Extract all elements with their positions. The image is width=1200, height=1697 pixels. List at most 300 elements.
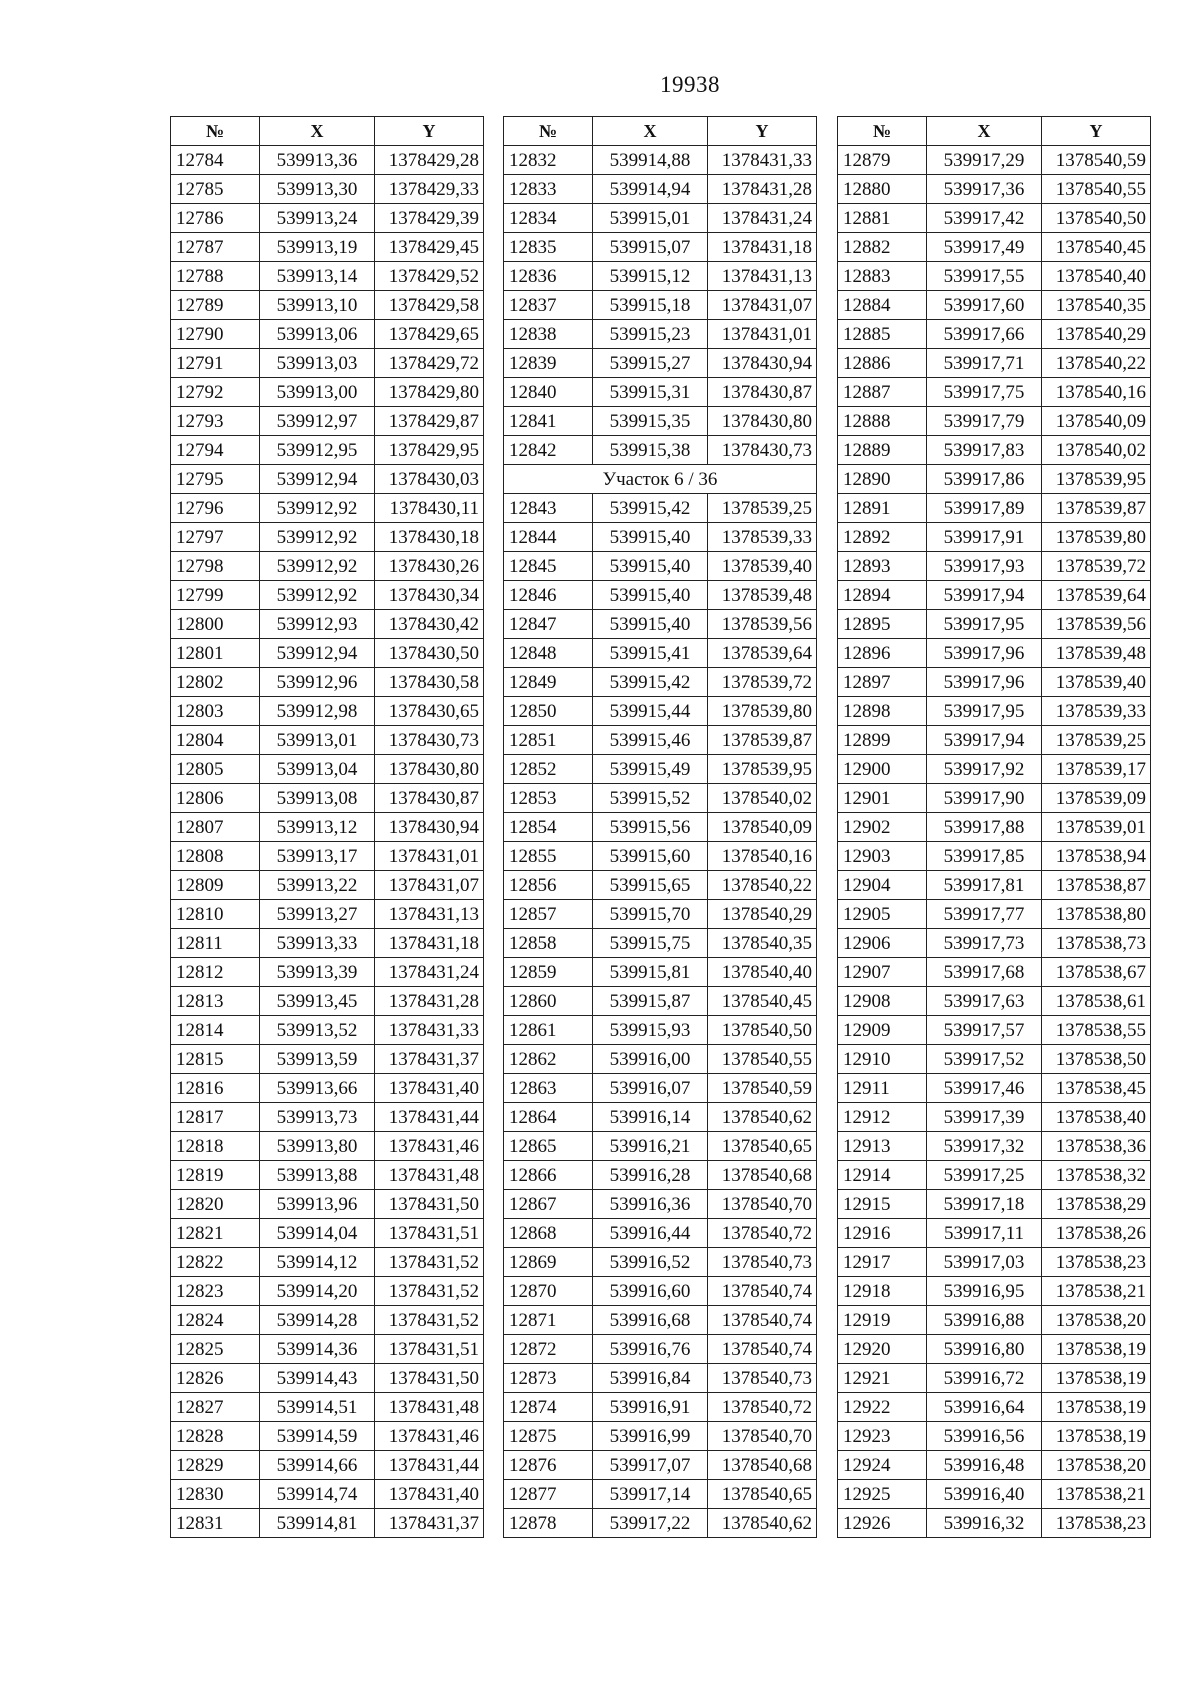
- table-row: [838, 1248, 1151, 1277]
- header-y: Y: [1042, 117, 1151, 146]
- table-row: [838, 581, 1151, 610]
- x-coordinate: 539915,18: [593, 291, 708, 320]
- y-coordinate: 1378540,55: [708, 1045, 817, 1074]
- section-row: [504, 465, 817, 494]
- point-number: 12813: [171, 987, 260, 1016]
- y-coordinate: 1378540,29: [708, 900, 817, 929]
- x-coordinate: 539916,21: [593, 1132, 708, 1161]
- point-number: 12897: [838, 668, 927, 697]
- point-number: 12803: [171, 697, 260, 726]
- y-coordinate: 1378431,28: [708, 175, 817, 204]
- y-coordinate: 1378431,51: [375, 1219, 484, 1248]
- point-number: 12799: [171, 581, 260, 610]
- point-number: 12844: [504, 523, 593, 552]
- table-row: [504, 581, 817, 610]
- point-number: 12826: [171, 1364, 260, 1393]
- y-coordinate: 1378539,33: [708, 523, 817, 552]
- table-row: [171, 1045, 484, 1074]
- point-number: 12797: [171, 523, 260, 552]
- x-coordinate: 539913,06: [260, 320, 375, 349]
- table-row: [504, 755, 817, 784]
- x-coordinate: 539915,87: [593, 987, 708, 1016]
- y-coordinate: 1378539,64: [708, 639, 817, 668]
- y-coordinate: 1378430,11: [375, 494, 484, 523]
- x-coordinate: 539914,59: [260, 1422, 375, 1451]
- y-coordinate: 1378540,16: [1042, 378, 1151, 407]
- table-row: [504, 813, 817, 842]
- table-row: [838, 697, 1151, 726]
- table-row: [504, 1016, 817, 1045]
- y-coordinate: 1378538,19: [1042, 1422, 1151, 1451]
- point-number: 12832: [504, 146, 593, 175]
- point-number: 12921: [838, 1364, 927, 1393]
- table-row: [171, 958, 484, 987]
- point-number: 12907: [838, 958, 927, 987]
- table-row: [504, 1480, 817, 1509]
- x-coordinate: 539913,24: [260, 204, 375, 233]
- point-number: 12840: [504, 378, 593, 407]
- point-number: 12906: [838, 929, 927, 958]
- x-coordinate: 539917,79: [927, 407, 1042, 436]
- table-row: [504, 1103, 817, 1132]
- point-number: 12831: [171, 1509, 260, 1538]
- x-coordinate: 539913,66: [260, 1074, 375, 1103]
- table-row: [504, 987, 817, 1016]
- y-coordinate: 1378539,48: [708, 581, 817, 610]
- y-coordinate: 1378539,72: [1042, 552, 1151, 581]
- table-row: [504, 1451, 817, 1480]
- table-row: [504, 233, 817, 262]
- y-coordinate: 1378540,50: [1042, 204, 1151, 233]
- y-coordinate: 1378539,25: [708, 494, 817, 523]
- x-coordinate: 539913,01: [260, 726, 375, 755]
- x-coordinate: 539917,73: [927, 929, 1042, 958]
- table-row: [171, 320, 484, 349]
- table-row: [838, 523, 1151, 552]
- x-coordinate: 539913,39: [260, 958, 375, 987]
- x-coordinate: 539915,70: [593, 900, 708, 929]
- table-row: [171, 465, 484, 494]
- table-row: [171, 552, 484, 581]
- point-number: 12822: [171, 1248, 260, 1277]
- table-row: [171, 726, 484, 755]
- table-row: [171, 146, 484, 175]
- table-row: [838, 958, 1151, 987]
- table-row: [171, 987, 484, 1016]
- point-number: 12886: [838, 349, 927, 378]
- y-coordinate: 1378538,61: [1042, 987, 1151, 1016]
- point-number: 12922: [838, 1393, 927, 1422]
- x-coordinate: 539916,95: [927, 1277, 1042, 1306]
- point-number: 12820: [171, 1190, 260, 1219]
- y-coordinate: 1378431,28: [375, 987, 484, 1016]
- table-row: [504, 639, 817, 668]
- table-row: [171, 929, 484, 958]
- table-row: [504, 610, 817, 639]
- x-coordinate: 539915,42: [593, 668, 708, 697]
- table-row: [171, 1451, 484, 1480]
- point-number: 12828: [171, 1422, 260, 1451]
- table-row: [171, 204, 484, 233]
- table-row: [504, 262, 817, 291]
- x-coordinate: 539912,93: [260, 610, 375, 639]
- table-row: [171, 523, 484, 552]
- table-row: [504, 349, 817, 378]
- point-number: 12866: [504, 1161, 593, 1190]
- x-coordinate: 539913,30: [260, 175, 375, 204]
- y-coordinate: 1378539,64: [1042, 581, 1151, 610]
- point-number: 12845: [504, 552, 593, 581]
- x-coordinate: 539913,33: [260, 929, 375, 958]
- y-coordinate: 1378431,46: [375, 1132, 484, 1161]
- table-row: [504, 494, 817, 523]
- table-row: [838, 320, 1151, 349]
- table-row: [504, 1393, 817, 1422]
- y-coordinate: 1378430,94: [708, 349, 817, 378]
- x-coordinate: 539916,56: [927, 1422, 1042, 1451]
- point-number: 12838: [504, 320, 593, 349]
- y-coordinate: 1378538,55: [1042, 1016, 1151, 1045]
- x-coordinate: 539913,00: [260, 378, 375, 407]
- point-number: 12833: [504, 175, 593, 204]
- coordinates-table-3: [837, 116, 1151, 1538]
- table-row: [171, 349, 484, 378]
- x-coordinate: 539916,44: [593, 1219, 708, 1248]
- table-row: [504, 204, 817, 233]
- point-number: 12798: [171, 552, 260, 581]
- x-coordinate: 539917,95: [927, 697, 1042, 726]
- table-row: [171, 639, 484, 668]
- x-coordinate: 539914,04: [260, 1219, 375, 1248]
- table-row: [504, 871, 817, 900]
- y-coordinate: 1378430,18: [375, 523, 484, 552]
- x-coordinate: 539913,96: [260, 1190, 375, 1219]
- x-coordinate: 539917,85: [927, 842, 1042, 871]
- point-number: 12882: [838, 233, 927, 262]
- table-row: [838, 1480, 1151, 1509]
- y-coordinate: 1378430,80: [708, 407, 817, 436]
- table-row: [838, 1335, 1151, 1364]
- x-coordinate: 539912,95: [260, 436, 375, 465]
- point-number: 12902: [838, 813, 927, 842]
- table-row: [838, 1016, 1151, 1045]
- table-row: [504, 697, 817, 726]
- y-coordinate: 1378431,24: [375, 958, 484, 987]
- point-number: 12857: [504, 900, 593, 929]
- table-row: [504, 784, 817, 813]
- x-coordinate: 539917,66: [927, 320, 1042, 349]
- x-coordinate: 539917,14: [593, 1480, 708, 1509]
- table-row: [838, 1451, 1151, 1480]
- table-row: [171, 1335, 484, 1364]
- x-coordinate: 539912,92: [260, 523, 375, 552]
- x-coordinate: 539913,27: [260, 900, 375, 929]
- x-coordinate: 539912,94: [260, 639, 375, 668]
- table-row: [504, 552, 817, 581]
- y-coordinate: 1378430,03: [375, 465, 484, 494]
- x-coordinate: 539915,49: [593, 755, 708, 784]
- point-number: 12841: [504, 407, 593, 436]
- table-row: [838, 1277, 1151, 1306]
- table-row: [838, 871, 1151, 900]
- y-coordinate: 1378429,33: [375, 175, 484, 204]
- point-number: 12893: [838, 552, 927, 581]
- x-coordinate: 539913,10: [260, 291, 375, 320]
- table-row: [838, 552, 1151, 581]
- table-row: [171, 1364, 484, 1393]
- x-coordinate: 539917,81: [927, 871, 1042, 900]
- table-row: [838, 784, 1151, 813]
- y-coordinate: 1378538,29: [1042, 1190, 1151, 1219]
- point-number: 12870: [504, 1277, 593, 1306]
- x-coordinate: 539915,40: [593, 581, 708, 610]
- x-coordinate: 539917,95: [927, 610, 1042, 639]
- y-coordinate: 1378431,13: [708, 262, 817, 291]
- table-row: [171, 1306, 484, 1335]
- y-coordinate: 1378431,44: [375, 1103, 484, 1132]
- y-coordinate: 1378540,40: [1042, 262, 1151, 291]
- table-row: [171, 494, 484, 523]
- table-row: [838, 1074, 1151, 1103]
- y-coordinate: 1378431,40: [375, 1074, 484, 1103]
- x-coordinate: 539914,12: [260, 1248, 375, 1277]
- point-number: 12791: [171, 349, 260, 378]
- point-number: 12815: [171, 1045, 260, 1074]
- table-row: [504, 929, 817, 958]
- x-coordinate: 539916,80: [927, 1335, 1042, 1364]
- point-number: 12785: [171, 175, 260, 204]
- x-coordinate: 539917,18: [927, 1190, 1042, 1219]
- point-number: 12806: [171, 784, 260, 813]
- point-number: 12890: [838, 465, 927, 494]
- x-coordinate: 539913,36: [260, 146, 375, 175]
- y-coordinate: 1378540,45: [708, 987, 817, 1016]
- table-row: [171, 581, 484, 610]
- y-coordinate: 1378540,22: [708, 871, 817, 900]
- x-coordinate: 539916,28: [593, 1161, 708, 1190]
- table-row: [838, 1190, 1151, 1219]
- point-number: 12793: [171, 407, 260, 436]
- point-number: 12807: [171, 813, 260, 842]
- x-coordinate: 539913,19: [260, 233, 375, 262]
- y-coordinate: 1378430,87: [375, 784, 484, 813]
- point-number: 12875: [504, 1422, 593, 1451]
- y-coordinate: 1378539,72: [708, 668, 817, 697]
- y-coordinate: 1378430,65: [375, 697, 484, 726]
- y-coordinate: 1378538,23: [1042, 1248, 1151, 1277]
- y-coordinate: 1378431,18: [708, 233, 817, 262]
- y-coordinate: 1378540,16: [708, 842, 817, 871]
- x-coordinate: 539916,32: [927, 1509, 1042, 1538]
- x-coordinate: 539915,75: [593, 929, 708, 958]
- table-row: [838, 436, 1151, 465]
- y-coordinate: 1378430,87: [708, 378, 817, 407]
- header-y: Y: [708, 117, 817, 146]
- point-number: 12858: [504, 929, 593, 958]
- table-row: [504, 1277, 817, 1306]
- x-coordinate: 539917,68: [927, 958, 1042, 987]
- y-coordinate: 1378540,72: [708, 1393, 817, 1422]
- point-number: 12892: [838, 523, 927, 552]
- table-row: [171, 1103, 484, 1132]
- x-coordinate: 539914,81: [260, 1509, 375, 1538]
- y-coordinate: 1378429,58: [375, 291, 484, 320]
- point-number: 12817: [171, 1103, 260, 1132]
- table-row: [504, 668, 817, 697]
- x-coordinate: 539916,07: [593, 1074, 708, 1103]
- table-row: [171, 378, 484, 407]
- y-coordinate: 1378539,95: [1042, 465, 1151, 494]
- y-coordinate: 1378430,34: [375, 581, 484, 610]
- table-row: [504, 900, 817, 929]
- y-coordinate: 1378540,22: [1042, 349, 1151, 378]
- point-number: 12881: [838, 204, 927, 233]
- y-coordinate: 1378431,33: [708, 146, 817, 175]
- y-coordinate: 1378539,33: [1042, 697, 1151, 726]
- y-coordinate: 1378540,70: [708, 1422, 817, 1451]
- table-row: [171, 1074, 484, 1103]
- point-number: 12835: [504, 233, 593, 262]
- point-number: 12868: [504, 1219, 593, 1248]
- x-coordinate: 539916,64: [927, 1393, 1042, 1422]
- y-coordinate: 1378538,40: [1042, 1103, 1151, 1132]
- table-row: [171, 1132, 484, 1161]
- point-number: 12898: [838, 697, 927, 726]
- table-row: [171, 1016, 484, 1045]
- x-coordinate: 539913,14: [260, 262, 375, 291]
- x-coordinate: 539916,72: [927, 1364, 1042, 1393]
- point-number: 12821: [171, 1219, 260, 1248]
- point-number: 12878: [504, 1509, 593, 1538]
- table-row: [838, 146, 1151, 175]
- header-x: X: [260, 117, 375, 146]
- x-coordinate: 539914,36: [260, 1335, 375, 1364]
- y-coordinate: 1378538,26: [1042, 1219, 1151, 1248]
- y-coordinate: 1378540,74: [708, 1306, 817, 1335]
- point-number: 12900: [838, 755, 927, 784]
- table-row: [171, 1248, 484, 1277]
- table-row: [838, 813, 1151, 842]
- point-number: 12853: [504, 784, 593, 813]
- header-x: X: [593, 117, 708, 146]
- y-coordinate: 1378538,87: [1042, 871, 1151, 900]
- table-row: [171, 233, 484, 262]
- point-number: 12869: [504, 1248, 593, 1277]
- table-row: [504, 291, 817, 320]
- table-row: [504, 1509, 817, 1538]
- x-coordinate: 539916,00: [593, 1045, 708, 1074]
- x-coordinate: 539917,36: [927, 175, 1042, 204]
- table-row: [838, 1393, 1151, 1422]
- x-coordinate: 539915,40: [593, 523, 708, 552]
- table-row: [838, 262, 1151, 291]
- table-row: [171, 900, 484, 929]
- table-row: [504, 1422, 817, 1451]
- x-coordinate: 539913,22: [260, 871, 375, 900]
- table-row: [838, 494, 1151, 523]
- point-number: 12861: [504, 1016, 593, 1045]
- y-coordinate: 1378538,94: [1042, 842, 1151, 871]
- point-number: 12852: [504, 755, 593, 784]
- table-row: [838, 291, 1151, 320]
- point-number: 12926: [838, 1509, 927, 1538]
- x-coordinate: 539915,12: [593, 262, 708, 291]
- table-header-row: [838, 117, 1151, 146]
- x-coordinate: 539917,94: [927, 581, 1042, 610]
- point-number: 12854: [504, 813, 593, 842]
- table-row: [838, 639, 1151, 668]
- point-number: 12865: [504, 1132, 593, 1161]
- point-number: 12876: [504, 1451, 593, 1480]
- table-row: [171, 1277, 484, 1306]
- point-number: 12901: [838, 784, 927, 813]
- x-coordinate: 539914,94: [593, 175, 708, 204]
- point-number: 12837: [504, 291, 593, 320]
- y-coordinate: 1378429,39: [375, 204, 484, 233]
- table-row: [171, 1480, 484, 1509]
- point-number: 12812: [171, 958, 260, 987]
- point-number: 12896: [838, 639, 927, 668]
- x-coordinate: 539913,08: [260, 784, 375, 813]
- point-number: 12916: [838, 1219, 927, 1248]
- x-coordinate: 539915,81: [593, 958, 708, 987]
- x-coordinate: 539917,96: [927, 668, 1042, 697]
- y-coordinate: 1378430,94: [375, 813, 484, 842]
- table-row: [504, 1045, 817, 1074]
- x-coordinate: 539915,41: [593, 639, 708, 668]
- point-number: 12811: [171, 929, 260, 958]
- header-no: №: [504, 117, 593, 146]
- point-number: 12910: [838, 1045, 927, 1074]
- table-row: [171, 784, 484, 813]
- x-coordinate: 539912,98: [260, 697, 375, 726]
- point-number: 12839: [504, 349, 593, 378]
- x-coordinate: 539916,14: [593, 1103, 708, 1132]
- table-row: [504, 1074, 817, 1103]
- y-coordinate: 1378431,13: [375, 900, 484, 929]
- point-number: 12796: [171, 494, 260, 523]
- point-number: 12913: [838, 1132, 927, 1161]
- y-coordinate: 1378539,48: [1042, 639, 1151, 668]
- x-coordinate: 539915,93: [593, 1016, 708, 1045]
- x-coordinate: 539913,88: [260, 1161, 375, 1190]
- y-coordinate: 1378540,35: [1042, 291, 1151, 320]
- point-number: 12851: [504, 726, 593, 755]
- point-number: 12801: [171, 639, 260, 668]
- point-number: 12905: [838, 900, 927, 929]
- x-coordinate: 539917,49: [927, 233, 1042, 262]
- point-number: 12823: [171, 1277, 260, 1306]
- point-number: 12912: [838, 1103, 927, 1132]
- point-number: 12864: [504, 1103, 593, 1132]
- point-number: 12894: [838, 581, 927, 610]
- point-number: 12899: [838, 726, 927, 755]
- x-coordinate: 539917,75: [927, 378, 1042, 407]
- table-row: [838, 1045, 1151, 1074]
- x-coordinate: 539917,86: [927, 465, 1042, 494]
- x-coordinate: 539917,96: [927, 639, 1042, 668]
- table-row: [838, 349, 1151, 378]
- table-row: [171, 871, 484, 900]
- y-coordinate: 1378540,74: [708, 1277, 817, 1306]
- y-coordinate: 1378431,51: [375, 1335, 484, 1364]
- page-number: 19938: [660, 72, 720, 97]
- table-row: [171, 697, 484, 726]
- point-number: 12908: [838, 987, 927, 1016]
- header-no: №: [171, 117, 260, 146]
- x-coordinate: 539915,01: [593, 204, 708, 233]
- y-coordinate: 1378431,37: [375, 1045, 484, 1074]
